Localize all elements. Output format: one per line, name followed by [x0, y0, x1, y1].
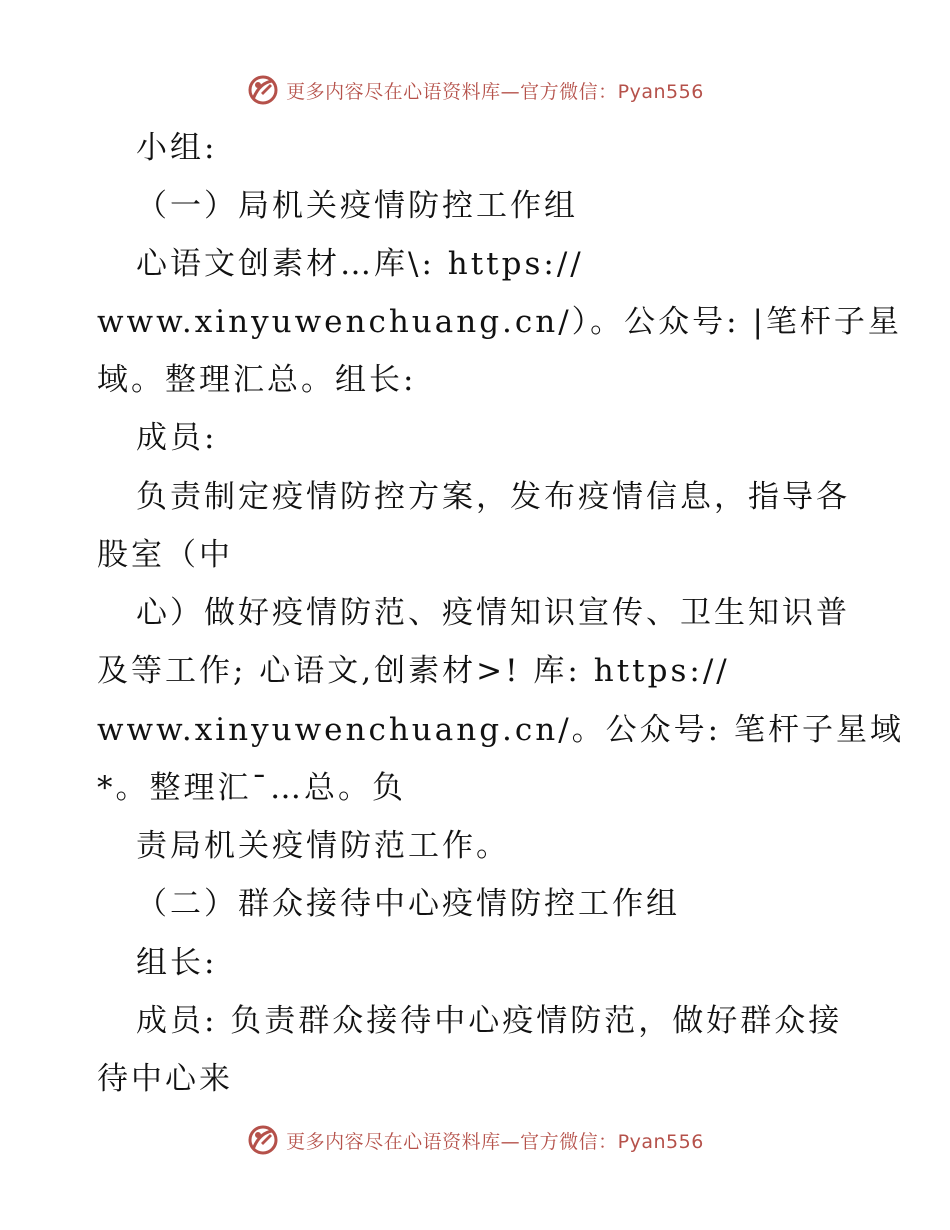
- text-line: *。整理汇¯…总。负: [97, 770, 406, 806]
- header-banner-text: 更多内容尽在心语资料库—官方微信：Pyan556: [286, 80, 704, 103]
- text-line: 成员: 负责群众接待中心疫情防范，做好群众接: [136, 1003, 843, 1039]
- text-line: www.xinyuwenchuang.cn/）。公众号: |笔杆子星: [97, 304, 902, 340]
- text-line: 域。整理汇总。组长:: [97, 362, 417, 398]
- pen-swirl-logo-icon: [246, 1123, 280, 1157]
- section-heading: （二）群众接待中心疫情防控工作组: [136, 886, 680, 922]
- text-line: www.xinyuwenchuang.cn/。公众号: 笔杆子星域: [97, 712, 904, 748]
- section-heading: （一）局机关疫情防控工作组: [136, 188, 578, 224]
- text-line: 心语文创素材…库\: https://: [136, 246, 584, 282]
- footer-banner: [0, 1120, 950, 1160]
- text-line: 组长:: [136, 945, 218, 981]
- text-line: 股室（中: [97, 537, 233, 573]
- text-line: 及等工作; 心语文,创素材>! 库: https://: [97, 653, 730, 689]
- text-line: 负责制定疫情防控方案，发布疫情信息，指导各: [136, 479, 850, 515]
- text-line: 小组:: [136, 130, 218, 166]
- text-line: 心）做好疫情防范、疫情知识宣传、卫生知识普: [136, 595, 850, 631]
- text-line: 待中心来: [97, 1061, 233, 1097]
- text-line: 责局机关疫情防范工作。: [136, 828, 510, 864]
- footer-banner-text: 更多内容尽在心语资料库—官方微信：Pyan556: [286, 1130, 704, 1153]
- text-line: 成员:: [136, 420, 218, 456]
